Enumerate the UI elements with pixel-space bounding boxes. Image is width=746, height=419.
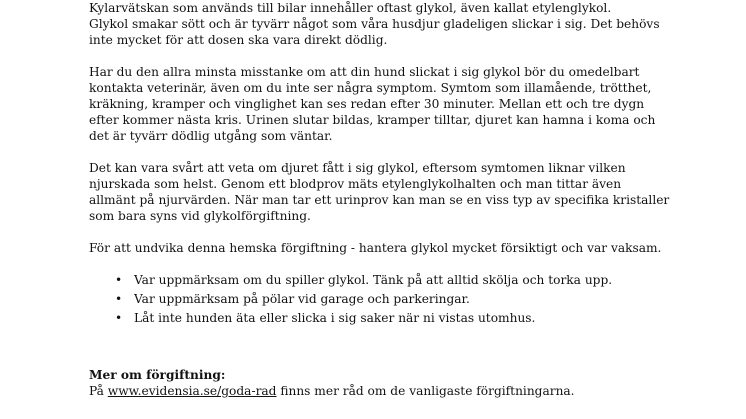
text-line: Glykol smakar sött och är tyvärr något som våra husdjur gladeligen slickar i sig. Det behövs [89, 17, 660, 31]
document-body [89, 0, 729, 399]
text-line: njurskada som helst. Genom ett blodprov mäts etylenglykolhalten och man tittar även [89, 177, 622, 191]
bullet-icon: • [115, 292, 123, 306]
text-line: kräkning, kramper och vinglighet kan ses redan efter 30 minuter. Mellan ett och tre dygn [89, 97, 645, 111]
list-item [89, 291, 729, 307]
text-line: kontakta veterinär, även om du inte ser några symptom. Symtom som illamående, trötthet, [89, 81, 652, 95]
paragraph-prevention [89, 240, 729, 256]
text-line: allmänt på njurvärden. När man tar ett urinprov kan man se en viss typ av specifika kristaller [89, 193, 670, 207]
list-item [89, 310, 729, 326]
paragraph-diagnosis [89, 160, 729, 224]
prevention-bullet-list [89, 272, 729, 326]
list-item-text: Låt inte hunden äta eller slicka i sig saker när ni vistas utomhus. [134, 311, 536, 325]
text-line: Har du den allra minsta misstanke om att din hund slickat i sig glykol bör du omedelbart [89, 65, 640, 79]
list-item [89, 272, 729, 288]
text-line: Kylarvätskan som används till bilar innehåller oftast glykol, även kallat etylenglykol. [89, 1, 612, 15]
paragraph-glykol-intro [89, 0, 729, 48]
text-line: som bara syns vid glykolförgiftning. [89, 209, 311, 223]
more-info-prefix: På [89, 384, 108, 398]
bullet-icon: • [115, 311, 123, 325]
spacer [89, 329, 729, 367]
text-line: det är tyvärr dödlig utgång som väntar. [89, 129, 333, 143]
bullet-icon: • [115, 273, 123, 287]
more-info-suffix: finns mer råd om de vanligaste förgiftningarna. [276, 384, 575, 398]
evidensia-link[interactable]: www.evidensia.se/goda-rad [107, 384, 277, 398]
text-line: inte mycket för att dosen ska vara direkt dödlig. [89, 33, 388, 47]
text-line: efter kommer nästa kris. Urinen slutar bildas, kramper tilltar, djuret kan hamna i koma och [89, 113, 656, 127]
more-info-heading: Mer om förgiftning: [89, 368, 226, 382]
text-line: Det kan vara svårt att veta om djuret fått i sig glykol, eftersom symtomen liknar vilken [89, 161, 626, 175]
more-info-line [89, 383, 729, 399]
text-line: För att undvika denna hemska förgiftning - hantera glykol mycket försiktigt och var vaksam. [89, 241, 662, 255]
list-item-text: Var uppmärksam på pölar vid garage och parkeringar. [134, 292, 470, 306]
list-item-text: Var uppmärksam om du spiller glykol. Tänk på att alltid skölja och torka upp. [134, 273, 613, 287]
more-info-section [89, 367, 729, 399]
paragraph-symptoms [89, 64, 729, 144]
